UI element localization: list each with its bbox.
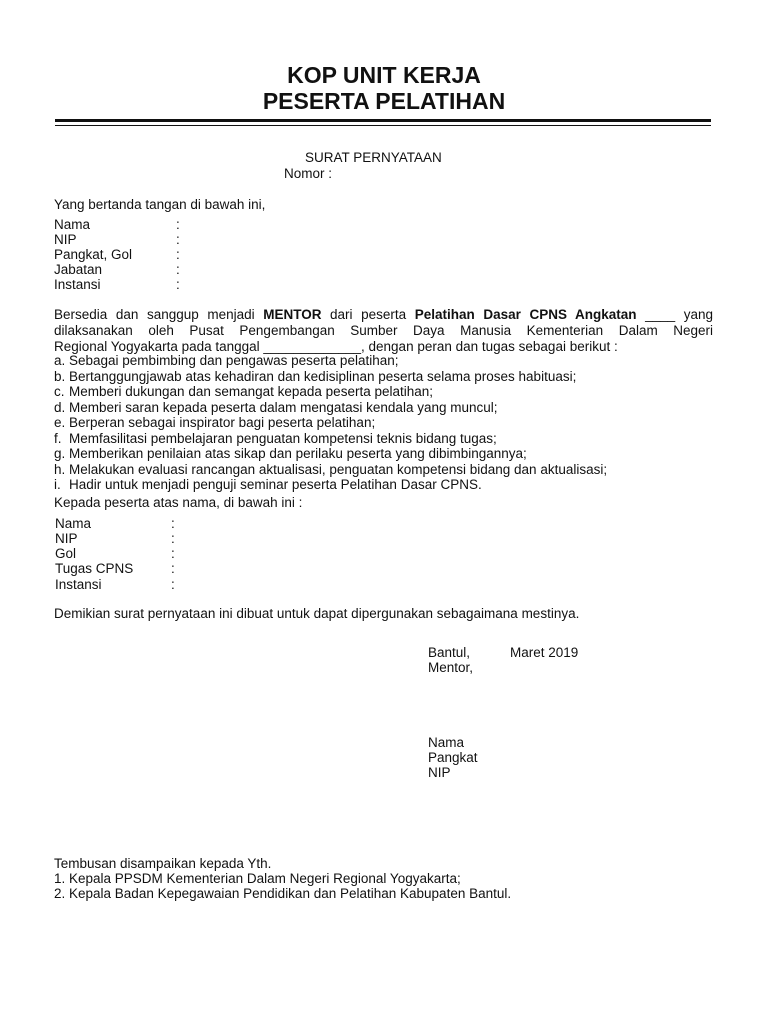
signer-label-instansi: Instansi	[54, 277, 101, 292]
duty-item	[54, 400, 498, 416]
signature-nip-label: NIP	[428, 765, 451, 780]
signature-rank-label: Pangkat	[428, 750, 478, 765]
duty-item	[54, 353, 398, 369]
statement-line-2: dilaksanakan oleh Pusat Pengembangan Sumber Daya Manusia Kementerian Dalam Negeri	[54, 323, 713, 338]
participant-label-instansi: Instansi	[55, 577, 102, 592]
participant-label-nip: NIP	[55, 531, 78, 546]
signer-colon: :	[176, 232, 180, 247]
letterhead-rule-thin	[55, 125, 711, 126]
duty-item	[54, 369, 576, 385]
duty-text: Memberi saran kepada peserta dalam mengatasi kendala yang muncul;	[69, 399, 498, 415]
participant-colon: :	[171, 577, 175, 592]
signer-label-nama: Nama	[54, 217, 91, 232]
participant-colon: :	[171, 546, 175, 561]
duty-marker: i.	[54, 477, 61, 492]
signer-colon: :	[176, 217, 180, 232]
letterhead-line-2: PESERTA PELATIHAN	[262, 88, 506, 114]
duty-text: Melakukan evaluasi rancangan aktualisasi, penguatan kompetensi bidang dan aktualisasi;	[69, 461, 608, 477]
participant-colon: :	[171, 516, 175, 531]
cc-title: Tembusan disampaikan kepada Yth.	[54, 856, 272, 871]
signer-colon: :	[176, 277, 180, 292]
participant-colon: :	[171, 531, 175, 546]
duty-text: Memfasilitasi pembelajaran penguatan kompetensi teknis bidang tugas;	[69, 430, 497, 446]
duty-marker: g.	[54, 446, 66, 461]
statement-text: dari peserta	[321, 307, 415, 322]
duty-text: Berperan sebagai inspirator bagi peserta pelatihan;	[69, 415, 376, 430]
duty-item	[54, 384, 433, 400]
duty-marker: f.	[54, 430, 62, 446]
duty-item	[54, 415, 375, 431]
duty-marker: e.	[54, 415, 66, 430]
statement-text: ____ yang	[636, 307, 713, 322]
duty-text: Hadir untuk menjadi penguji seminar peserta Pelatihan Dasar CPNS.	[69, 477, 482, 492]
cc-item: 2. Kepala Badan Kepegawaian Pendidikan dan Pelatihan Kabupaten Bantul.	[54, 886, 512, 901]
training-bold: Pelatihan Dasar CPNS Angkatan	[414, 307, 637, 322]
statement-line-3: Regional Yogyakarta pada tanggal _____________, dengan peran dan tugas sebagai berikut :	[54, 339, 618, 354]
letterhead-rule-thick	[55, 119, 711, 122]
intro-text: Yang bertanda tangan di bawah ini,	[54, 197, 266, 212]
signer-label-nip: NIP	[54, 232, 77, 247]
signer-colon: :	[176, 247, 180, 262]
duty-text: Sebagai pembimbing dan pengawas peserta pelatihan;	[69, 353, 399, 368]
cc-item: 1. Kepala PPSDM Kementerian Dalam Negeri Regional Yogyakarta;	[54, 871, 461, 886]
duty-marker: d.	[54, 399, 66, 415]
mentor-bold: MENTOR	[263, 307, 322, 322]
participant-label-gol: Gol	[55, 546, 77, 561]
statement-text: Bersedia dan sanggup menjadi	[54, 307, 264, 322]
duty-item	[54, 477, 482, 493]
duty-text: Bertanggungjawab atas kehadiran dan kedisiplinan peserta selama proses habituasi;	[69, 368, 577, 384]
letter-title: SURAT PERNYATAAN	[305, 150, 442, 165]
signer-label-pangkat: Pangkat, Gol	[54, 247, 133, 262]
duty-item	[54, 431, 497, 447]
duty-item	[54, 462, 607, 478]
duty-text: Memberikan penilaian atas sikap dan perilaku peserta yang dibimbingannya;	[69, 446, 527, 461]
signer-colon: :	[176, 262, 180, 277]
signature-date: Maret 2019	[510, 645, 579, 660]
duty-marker: c.	[54, 384, 65, 399]
statement-paragraph	[54, 307, 713, 355]
participant-label-tugas: Tugas CPNS	[55, 561, 134, 576]
participant-label-nama: Nama	[55, 516, 92, 531]
signature-name-label: Nama	[428, 735, 465, 750]
signer-label-jabatan: Jabatan	[54, 262, 103, 277]
letter-number: Nomor :	[284, 166, 333, 181]
duty-marker: a.	[54, 353, 66, 368]
signature-role: Mentor,	[428, 660, 474, 675]
duty-item	[54, 446, 527, 462]
duty-marker: h.	[54, 461, 66, 477]
statement-line-1	[54, 307, 713, 323]
duty-marker: b.	[54, 368, 66, 384]
duty-text: Memberi dukungan dan semangat kepada peserta pelatihan;	[69, 384, 433, 399]
letterhead-line-1: KOP UNIT KERJA	[287, 62, 481, 88]
signature-place: Bantul,	[428, 645, 471, 660]
closing-text: Demikian surat pernyataan ini dibuat untuk dapat dipergunakan sebagaimana mestinya.	[54, 606, 580, 621]
participant-intro: Kepada peserta atas nama, di bawah ini :	[54, 495, 303, 510]
participant-colon: :	[171, 561, 175, 576]
